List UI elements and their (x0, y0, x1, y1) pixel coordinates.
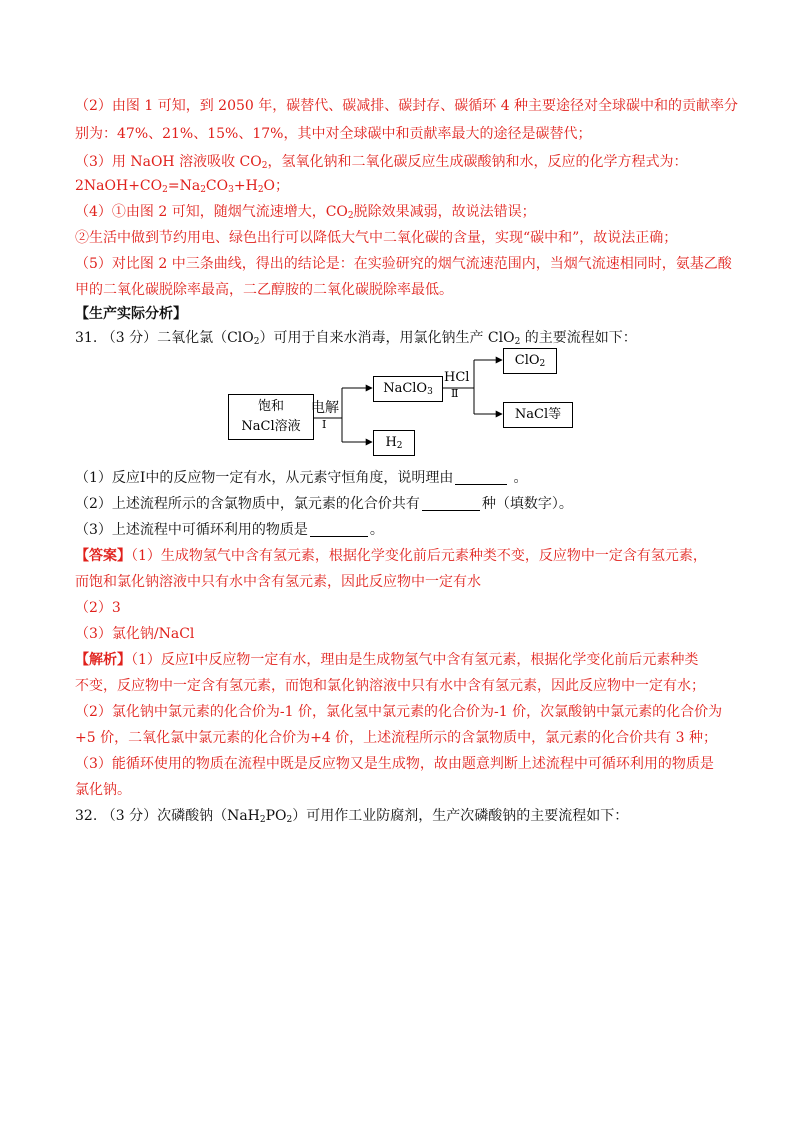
analysis-p2-line2: 别为：47%、21%、15%、17%，其中对全球碳中和贡献率最大的途径是碳替代； (75, 126, 592, 142)
box-clo2: ClO$_2$ (503, 348, 557, 374)
q31-stem: 31. （3 分）二氧化氯（ClO$_2$）可用于自来水消毒，用氯化钠生产 ClO$_2$ 的主要流程如下： (75, 330, 637, 347)
analysis-p4-line2: ②生活中做到节约用电、绿色出行可以降低大气中二氧化碳的含量，实现“碳中和”，故说法正确； (75, 230, 678, 246)
step2-roman-label: Ⅱ (451, 387, 459, 400)
answer-line-2: 而饱和氯化钠溶液中只有水中含有氢元素，因此反应物中一定有水 (75, 574, 481, 590)
box-h2: $H_2$ (373, 430, 415, 456)
answer-line-3: （2）3 (75, 600, 121, 616)
analysis-line-6: 氯化钠。 (75, 782, 131, 798)
answer-line-4: （3）氯化钠/NaCl (75, 626, 195, 642)
analysis-line-4: +5 价，二氧化氯中氯元素的化合价为+4 价，上述流程所示的含氯物质中，氯元素的化合价共有 3 种； (75, 730, 717, 746)
analysis-tag: 【解析】 (75, 652, 131, 668)
analysis-line-5: （3）能循环使用的物质在流程中既是反应物又是生成物，故由题意判断上述流程中可循环利用的物质是 (75, 756, 714, 772)
analysis-line-3: （2）氯化钠中氯元素的化合价为-1 价，氯化氢中氯元素的化合价为-1 价，次氯酸钠中氯元素的化合价为 (75, 704, 723, 720)
q32-stem: 32. （3 分）次磷酸钠$(NaH_2PO_2)$可用作工业防腐剂，生产次磷酸钠的主要流程如下： (75, 808, 629, 825)
answer-blank-3[interactable] (310, 523, 368, 537)
analysis-p5-line2: 甲的二氧化碳脱除率最高，二乙醇胺的二氧化碳脱除率最低。 (75, 282, 453, 298)
step2-hcl-label: HCl (444, 370, 470, 385)
q31-question-3: （3）上述流程中可循环利用的物质是 。 (75, 522, 384, 538)
analysis-p2-line1: （2）由图 1 可知，到 2050 年，碳替代、碳减排、碳封存、碳循环 4 种主要途径对全球碳中和的贡献率分 (75, 98, 739, 114)
analysis-p3-equation: $2NaOH+CO_2=Na_2CO_3+H_2O$； (75, 178, 290, 195)
analysis-line-2: 不变，反应物中一定含有氢元素，而饱和氯化钠溶液中只有水中含有氢元素，因此反应物中一定有水； (75, 678, 705, 694)
answer-blank-1[interactable] (455, 471, 507, 485)
answer-tag: 【答案】 (75, 548, 131, 564)
step1-electrolysis-label: 电解 (311, 400, 339, 416)
answer-blank-2[interactable] (422, 497, 480, 511)
analysis-p3-line1: （3）用 NaOH 溶液吸收 $CO_2$，氢氧化钠和二氧化碳反应生成碳酸钠和水，反应的化学方程式为： (75, 154, 688, 171)
section-title: 【生产实际分析】 (75, 306, 187, 322)
box-saturated-nacl: 饱和 NaCl溶液 (228, 394, 314, 440)
q31-question-2: （2）上述流程所示的含氯物质中，氯元素的化合价共有 种（填数字）。 (75, 496, 573, 512)
step1-roman-label: Ⅰ (322, 418, 327, 431)
box-naclo3: NaClO$_3$ (373, 376, 443, 402)
analysis-line-1: 【解析】（1）反应Ⅰ中反应物一定有水，理由是生成物氢气中含有氢元素，根据化学变化前后元素种类 (75, 652, 699, 668)
box-nacl-etc: NaCl等 (503, 402, 573, 428)
analysis-p5-line1: （5）对比图 2 中三条曲线，得出的结论是：在实验研究的烟气流速范围内，当烟气流速相同时，氨基乙酸 (75, 256, 732, 272)
answer-line-1: 【答案】（1）生成物氢气中含有氢元素，根据化学变化前后元素种类不变，反应物中一定含有氢元素， (75, 548, 707, 564)
q31-question-1: （1）反应Ⅰ中的反应物一定有水，从元素守恒角度，说明理由 。 (75, 470, 528, 486)
analysis-p4-line1: （4）①由图 2 可知，随烟气流速增大，$CO_2$脱除效果减弱，故说法错误； (75, 204, 536, 221)
